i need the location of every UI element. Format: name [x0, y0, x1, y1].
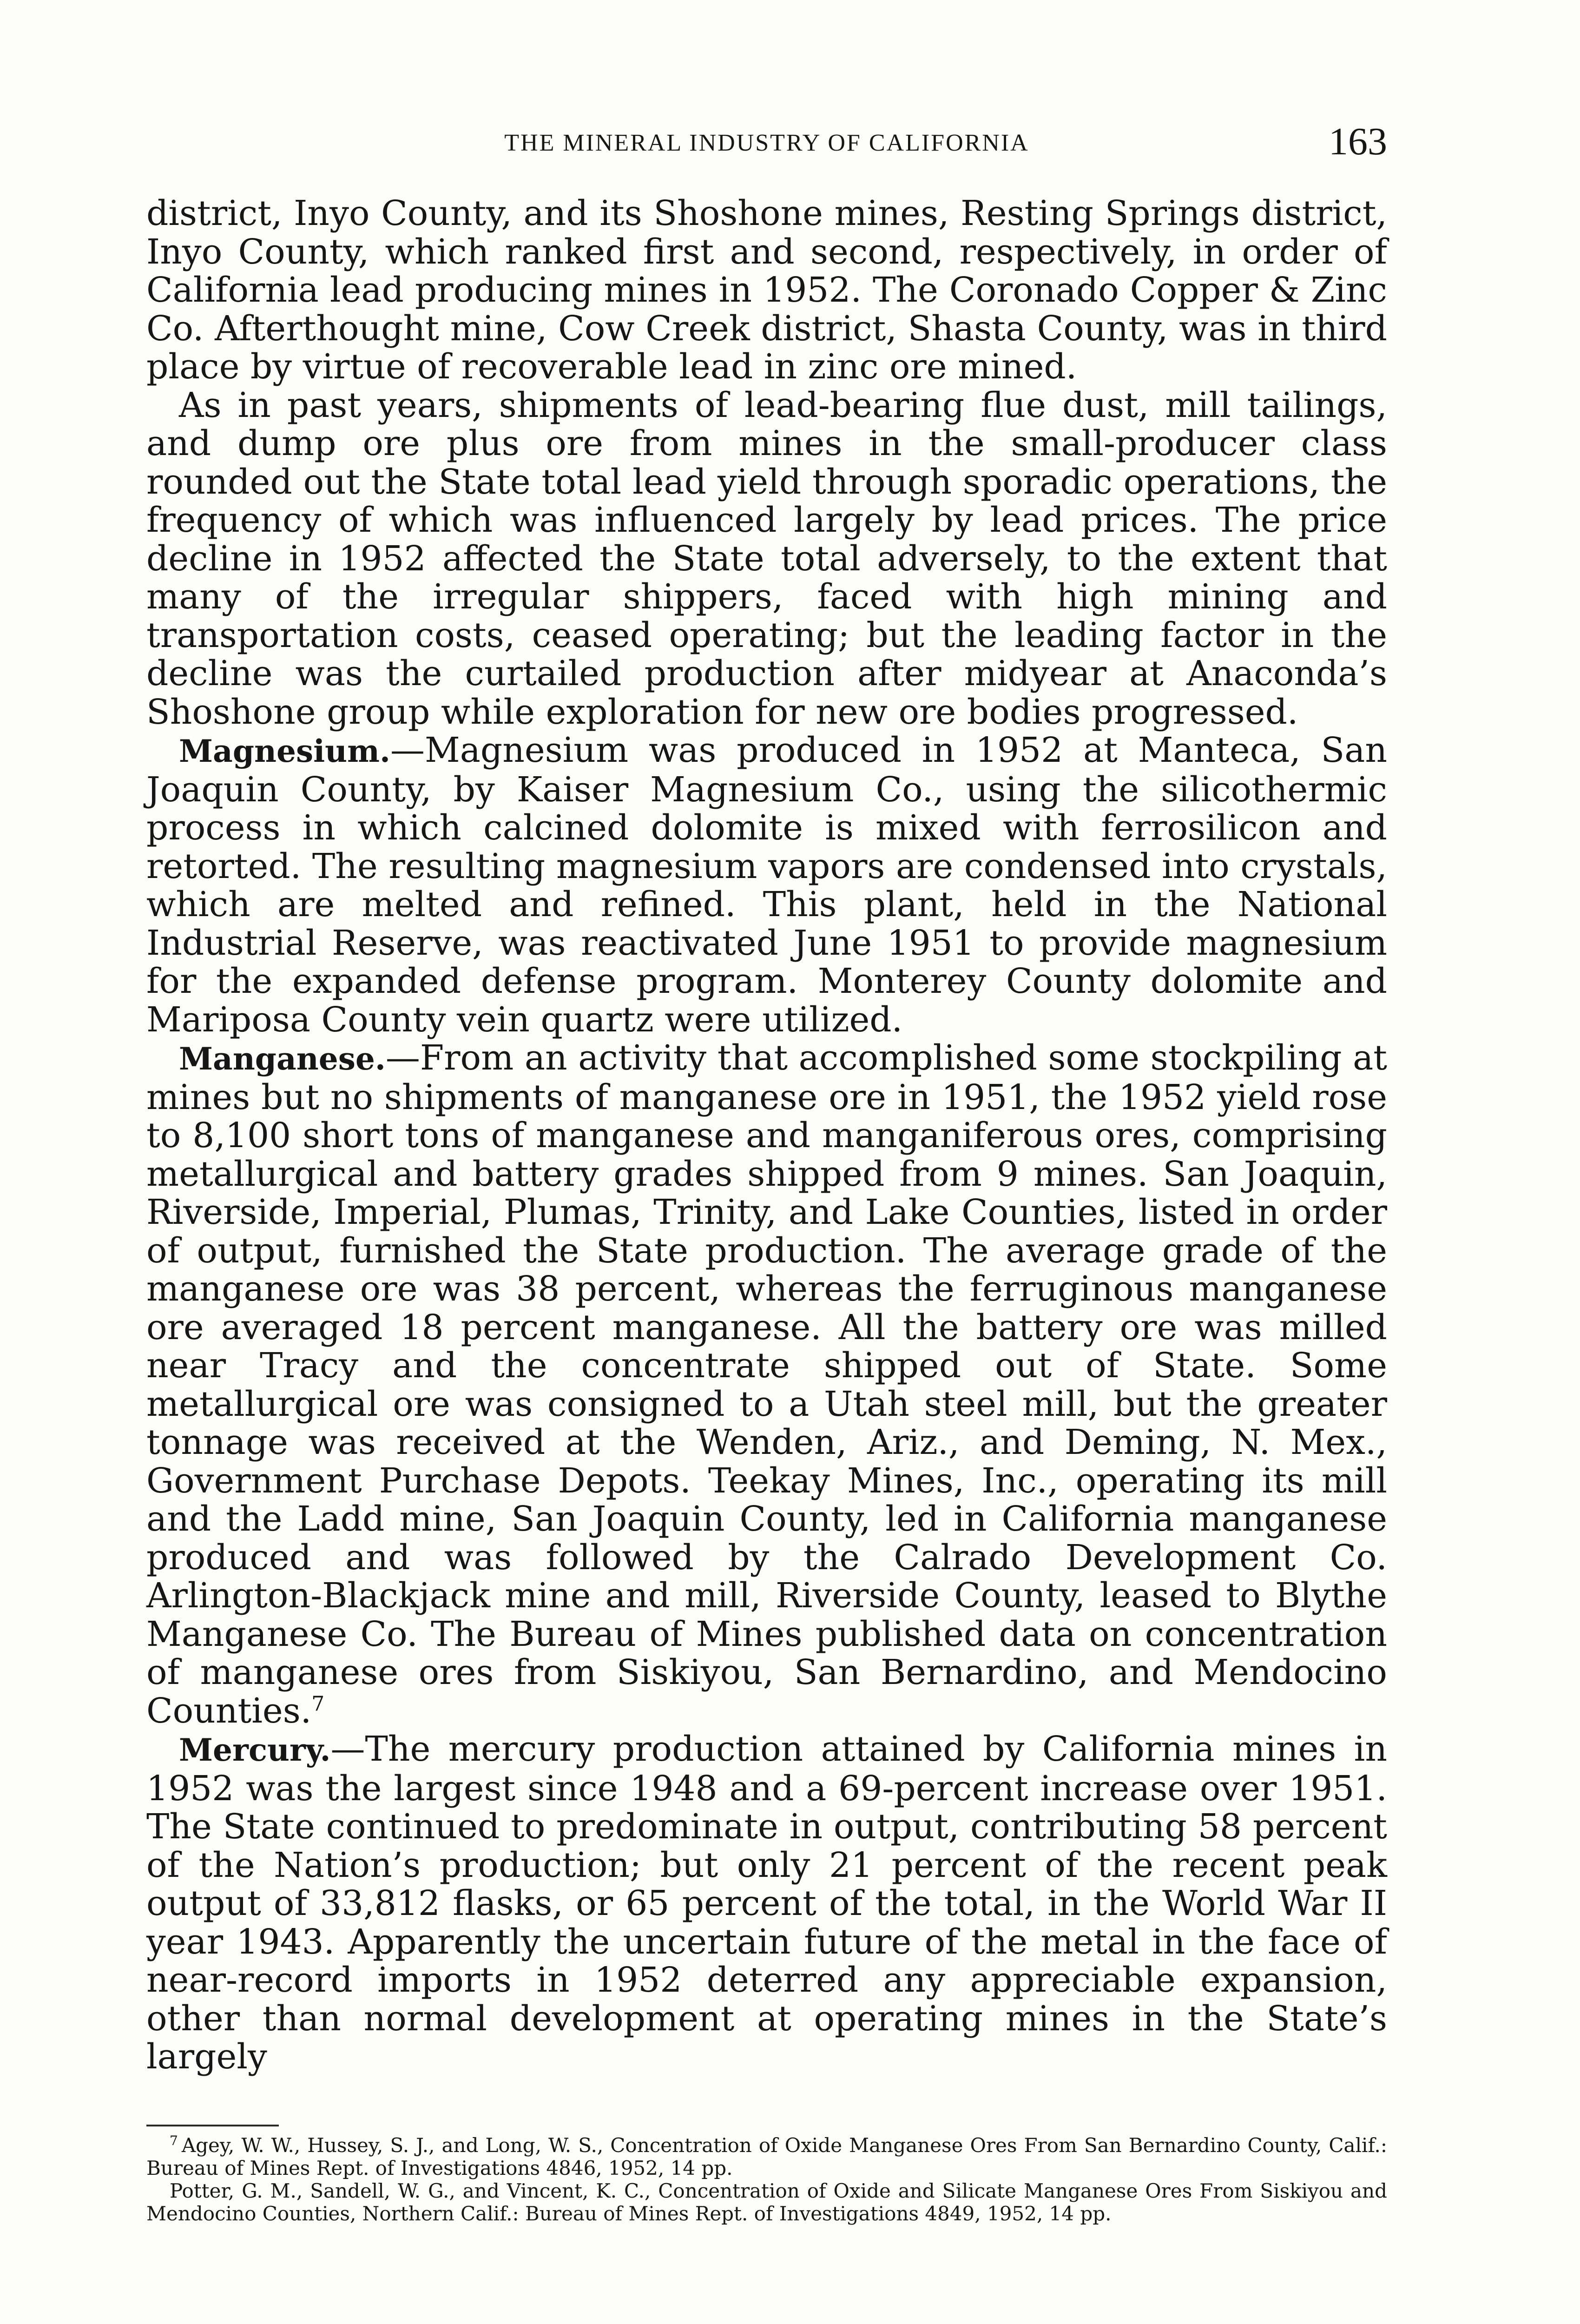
footnote-7-text: Agey, W. W., Hussey, S. J., and Long, W. S., Concentration of Oxide Manganese Ores From San Bernardino County, Calif.: Bureau of Mines Rept. of Investigations 4846, 1952, 14 pp. — [146, 2133, 1387, 2179]
body-text — [146, 194, 1387, 2076]
paragraph-lead-continued: district, Inyo County, and its Shoshone mines, Resting Springs district, Inyo County, which ranked first and second, respectively, in order of California lead producing mines in 1952. The Coronado Copper & Zinc Co. Afterthought mine, Cow Creek district, Shasta County, was in third place by virtue of recoverable lead in zinc ore mined. — [146, 193, 1387, 387]
magnesium-heading: Magnesium. — [179, 733, 390, 769]
page-header — [146, 107, 1387, 167]
footnote-mark: 7 — [170, 2133, 178, 2148]
running-head: THE MINERAL INDUSTRY OF CALIFORNIA — [504, 130, 1029, 156]
paragraph-magnesium — [146, 731, 1387, 1039]
footnote-divider — [146, 2125, 279, 2126]
footnote-7 — [146, 2134, 1387, 2179]
paragraph-mercury — [146, 1730, 1387, 2076]
mercury-heading: Mercury. — [179, 1732, 331, 1768]
footnotes — [146, 2134, 1387, 2225]
magnesium-text: —Magnesium was produced in 1952 at Manteca, San Joaquin County, by Kaiser Magnesium Co., using the silicothermic process in which calcined dolomite is mixed with ferrosilicon and retorted. The resulting magnesium vapors are condensed into crystals, which are melted and refined. This plant, held in the National Industrial Reserve, was reactivated June 1951 to provide magnesium for the expanded defense program. Monterey County dolomite and Mariposa County vein quartz were utilized. — [146, 730, 1387, 1040]
mercury-text: —The mercury production attained by California mines in 1952 was the largest since 1948 and a 69-percent increase over 1951. The State continued to predominate in output, contributing 58 percent of the Nation’s production; but only 21 percent of the recent peak output of 33,812 flasks, or 65 percent of the total, in the World War II year 1943. Apparently the uncertain future of the metal in the face of near-record imports in 1952 deterred any appreciable expansion, other than normal development at operating mines in the State’s largely — [146, 1729, 1387, 2077]
document-page — [146, 107, 1387, 2225]
footnote-7-continued: Potter, G. M., Sandell, W. G., and Vincent, K. C., Concentration of Oxide and Silicate Manganese Ores From Siskiyou and Mendocino Counties, Northern Calif.: Bureau of Mines Rept. of Investigations 4849, 1952, 14 pp. — [146, 2179, 1387, 2225]
paragraph-lead-shipments: As in past years, shipments of lead-bearing flue dust, mill tailings, and dump ore plus ore from mines in the small-producer class rounded out the State total lead yield through sporadic operations, the frequency of which was influenced largely by lead prices. The price decline in 1952 affected the State total adversely, to the extent that many of the irregular shippers, faced with high mining and transportation costs, ceased operating; but the leading factor in the decline was the curtailed production after midyear at Anaconda’s Shoshone group while exploration for new ore bodies progressed. — [146, 385, 1387, 732]
manganese-heading: Manganese. — [179, 1041, 386, 1077]
manganese-text: —From an activity that accomplished some stockpiling at mines but no shipments of manganese ore in 1951, the 1952 yield rose to 8,100 short tons of manganese and manganiferous ores, comprising metallurgical and battery grades shipped from 9 mines. San Joaquin, Riverside, Imperial, Plumas, Trinity, and Lake Counties, listed in order of output, furnished the State production. The average grade of the manganese ore was 38 percent, whereas the ferruginous manganese ore averaged 18 percent manganese. All the battery ore was milled near Tracy and the concentrate shipped out of State. Some metallurgical ore was consigned to a Utah steel mill, but the greater tonnage was received at the Wenden, Ariz., and Deming, N. Mex., Government Purchase Depots. Teekay Mines, Inc., operating its mill and the Ladd mine, San Joaquin County, led in California manganese produced and was followed by the Calrado Development Co. Arlington-Blackjack mine and mill, Riverside County, leased to Blythe Manganese Co. The Bureau of Mines published data on concentration of manganese ores from Siskiyou, San Bernardino, and Mendocino Counties. — [146, 1038, 1387, 1731]
footnote-reference: 7 — [311, 1691, 325, 1716]
paragraph-manganese — [146, 1039, 1387, 1730]
page-number: 163 — [1329, 120, 1387, 163]
